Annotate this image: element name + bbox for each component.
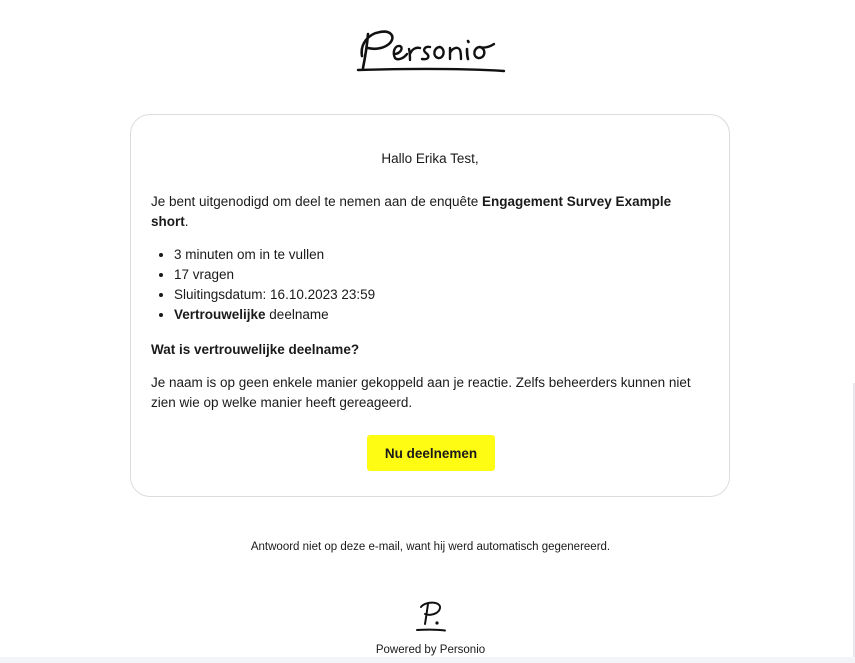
personio-mark-icon [413,597,449,633]
survey-name: Engagement Survey Example short [151,194,672,229]
confidential-rest: deelname [265,307,329,322]
greeting-text: Hallo Erika Test, [381,151,479,166]
bottom-strip [0,657,855,663]
powered-by-text: Powered by Personio [375,644,486,656]
list-item-closing-date: • Sluitingsdatum: 16.10.2023 23:59 [174,285,375,305]
invitation-intro [151,192,699,232]
auto-generated-note: Antwoord niet op deze e-mail, want hij werd automatisch gegenereerd. [250,541,611,553]
faq-answer: Je naam is op geen enkele manier gekoppeld aan je reactie. Zelfs beheerders kunnen niet zien wie op welke manier heeft gereageerd. [151,375,691,410]
participate-button[interactable]: Nu deelnemen [367,435,495,471]
intro-prefix: Je bent uitgenodigd om deel te nemen aan de enquête [151,194,483,209]
list-item-duration: • 3 minuten om in te vullen [174,245,375,265]
survey-details-list [151,245,375,325]
confidential-label: Vertrouwelijke [174,307,266,322]
invitation-card [130,114,730,497]
personio-logo [354,26,510,78]
intro-suffix: . [184,214,189,229]
list-item-confidential [174,305,375,325]
list-item-questions: • 17 vragen [174,265,375,285]
faq-question: Wat is vertrouwelijke deelname? [151,342,360,357]
